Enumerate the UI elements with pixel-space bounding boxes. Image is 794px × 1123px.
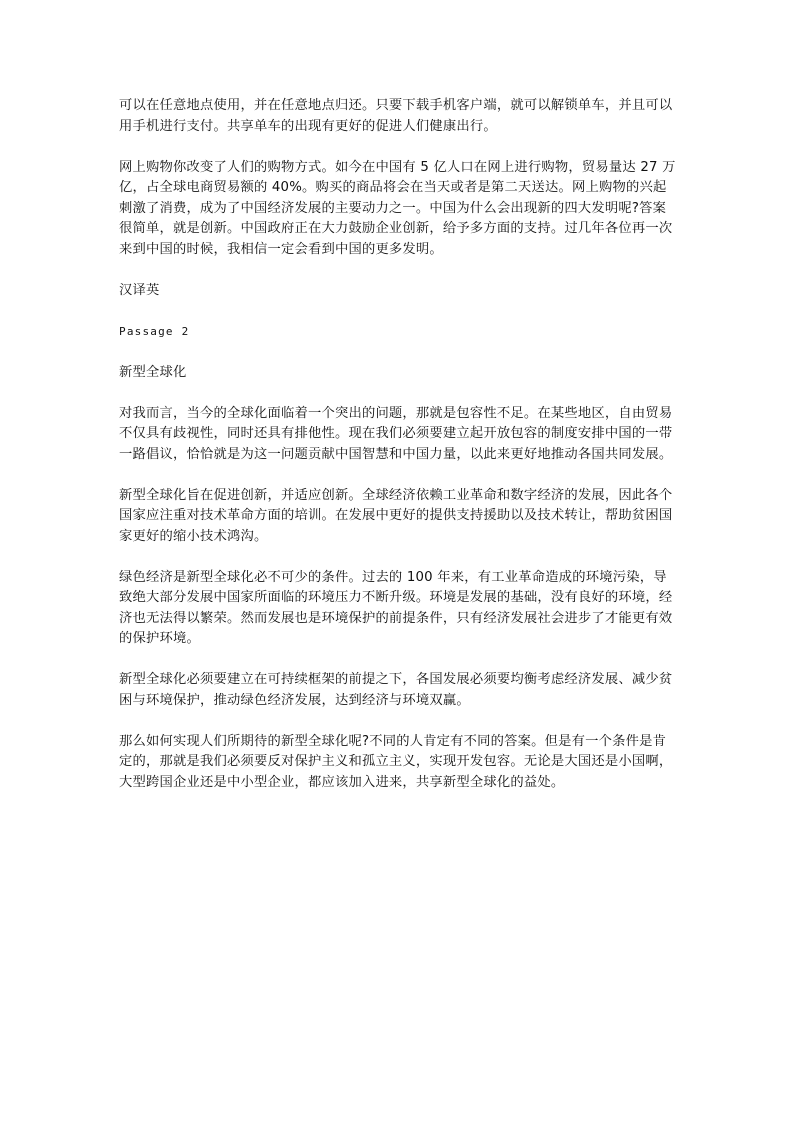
- paragraph-innovation: 新型全球化旨在促进创新，并适应创新。全球经济依赖工业革命和数字经济的发展，因此各个国家应注重对技术革命方面的培训。在发展中更好的提供支持援助以及技术转让，帮助贫困国家更好的缩小技术鸿沟。: [119, 487, 673, 544]
- paragraph-green-economy: 绿色经济是新型全球化必不可少的条件。过去的 100 年来，有工业革命造成的环境污染，导致绝大部分发展中国家所面临的环境压力不断升级。环境是发展的基础，没有良好的环境，经济也无法得以繁荣。然而发展也是环境保护的前提条件，只有经济发展社会进步了才能更有效的保护环境。: [119, 569, 673, 646]
- document-page: [119, 96, 679, 814]
- paragraph-inclusiveness: 对我而言，当今的全球化面临着一个突出的问题，那就是包容性不足。在某些地区，自由贸易不仅具有歧视性，同时还具有排他性。现在我们必须要建立起开放包容的制度安排中国的一带一路倡议，恰恰就是为这一问题贡献中国智慧和中国力量，以此来更好地推动各国共同发展。: [119, 405, 673, 462]
- passage-label: Passage 2: [119, 324, 190, 338]
- paragraph-sustainability: 新型全球化必须要建立在可持续框架的前提之下，各国发展必须要均衡考虑经济发展、减少贫困与环境保护，推动绿色经济发展，达到经济与环境双赢。: [119, 672, 673, 708]
- passage-title: 新型全球化: [119, 364, 187, 380]
- paragraph-bike-sharing: 可以在任意地点使用，并在任意地点归还。只要下载手机客户端，就可以解锁单车，并且可以用手机进行支付。共享单车的出现有更好的促进人们健康出行。: [119, 98, 673, 134]
- paragraph-online-shopping: 网上购物你改变了人们的购物方式。如今在中国有 5 亿人口在网上进行购物，贸易量达 27 万亿，占全球电商贸易额的 40%。购买的商品将会在当天或者是第二天送达。网上购物的兴起刺激了消费，成为了中国经济发展的主要动力之一。中国为什么会出现新的四大发明呢?答案很简单，就是创新。中国政府正在大力鼓励企业创新，给予多方面的支持。过几年各位再一次来到中国的时候，我相信一定会看到中国的更多发明。: [119, 159, 676, 257]
- paragraph-conclusion: 那么如何实现人们所期待的新型全球化呢?不同的人肯定有不同的答案。但是有一个条件是肯定的，那就是我们必须要反对保护主义和孤立主义，实现开发包容。无论是大国还是小国啊，大型跨国企业还是中小型企业，都应该加入进来，共享新型全球化的益处。: [119, 733, 673, 790]
- section-heading-translation: 汉译英: [119, 282, 160, 298]
